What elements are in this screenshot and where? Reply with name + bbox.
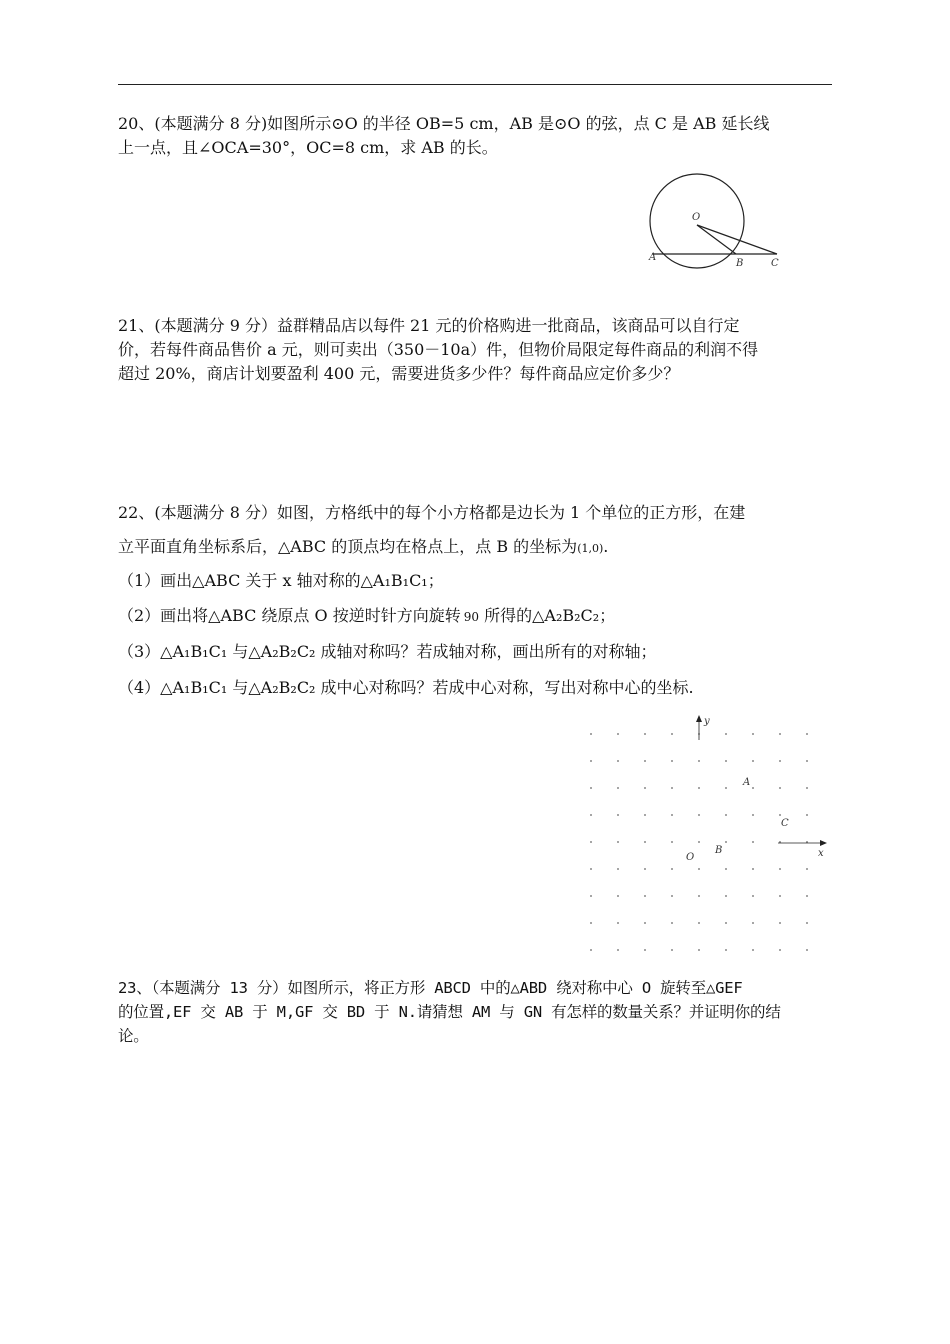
circle-figure (640, 172, 790, 272)
grid-dot (698, 868, 700, 870)
grid-dot (617, 895, 619, 897)
grid-dot (725, 922, 727, 924)
grid-dot (806, 868, 808, 870)
label-a-vertex: A (743, 777, 751, 788)
grid-dot (644, 868, 646, 870)
segment-oc (697, 225, 777, 254)
grid-dot (590, 841, 592, 843)
label-x: x (818, 848, 824, 859)
question-21-line-1: 21、(本题满分 9 分）益群精品店以每件 21 元的价格购进一批商品，该商品可以自行定 (118, 316, 740, 335)
grid-dot (725, 868, 727, 870)
grid-dot (752, 787, 754, 789)
grid-dot (671, 841, 673, 843)
question-20-line-1: 20、(本题满分 8 分)如图所示⊙O 的半径 OB=5 cm，AB 是⊙O 的弦，点 C 是 AB 延长线 (118, 114, 770, 133)
label-o: O (692, 212, 701, 223)
question-22-part-4: （4）△A₁B₁C₁ 与△A₂B₂C₂ 成中心对称吗？若成中心对称，写出对称中心的坐标. (118, 678, 694, 697)
grid-dot (617, 733, 619, 735)
grid-dot (671, 814, 673, 816)
grid-dot (752, 733, 754, 735)
grid-dot (779, 949, 781, 951)
grid-dot (671, 868, 673, 870)
grid-dot (779, 868, 781, 870)
grid-dot (725, 787, 727, 789)
grid-dot (752, 895, 754, 897)
grid-dot (752, 841, 754, 843)
label-origin: O (686, 852, 695, 863)
label-b: B (736, 258, 744, 269)
grid-dot (617, 841, 619, 843)
grid-dot (752, 868, 754, 870)
grid-dot (644, 922, 646, 924)
question-21 (118, 314, 832, 386)
grid-dot (617, 922, 619, 924)
grid-dot (617, 814, 619, 816)
grid-dot (725, 895, 727, 897)
grid-dot (806, 922, 808, 924)
grid-dot (806, 895, 808, 897)
grid-dot (779, 895, 781, 897)
grid-dot (752, 949, 754, 951)
question-23 (118, 976, 832, 1048)
grid-dot (779, 922, 781, 924)
grid-dot (779, 787, 781, 789)
grid-dot (671, 760, 673, 762)
grid-dot (590, 922, 592, 924)
grid-dot (617, 787, 619, 789)
label-b-vertex: B (715, 845, 723, 856)
grid-dot (725, 841, 727, 843)
y-axis-arrow (696, 715, 702, 722)
label-y: y (704, 716, 710, 727)
grid-dot (590, 733, 592, 735)
grid-dot (671, 922, 673, 924)
coordinate-b: (1,0) (577, 542, 604, 555)
grid-dot (752, 922, 754, 924)
question-22-part-3: （3）△A₁B₁C₁ 与△A₂B₂C₂ 成轴对称吗？若成轴对称，画出所有的对称轴； (118, 642, 657, 661)
question-22-line-2-end: . (603, 537, 609, 556)
grid-dots (590, 733, 808, 951)
grid-dot (590, 868, 592, 870)
grid-dot (590, 895, 592, 897)
grid-dot (698, 814, 700, 816)
grid-dot (779, 760, 781, 762)
question-21-line-2: 价，若每件商品售价 a 元，则可卖出（350－10a）件，但物价局限定每件商品的利润不得 (118, 340, 759, 359)
grid-dot (671, 895, 673, 897)
grid-dot (617, 949, 619, 951)
question-22-part-2-end: 所得的△A₂B₂C₂； (479, 606, 616, 625)
grid-dot (698, 787, 700, 789)
grid-dot (590, 949, 592, 951)
grid-dot (806, 733, 808, 735)
x-axis-arrow (820, 840, 827, 846)
grid-dot (698, 949, 700, 951)
grid-dot (590, 787, 592, 789)
question-23-line-3: 论。 (118, 1027, 149, 1045)
grid-dot (698, 895, 700, 897)
grid-dot (590, 814, 592, 816)
grid-dot (725, 949, 727, 951)
question-22-line-1: 22、(本题满分 8 分）如图，方格纸中的每个小方格都是边长为 1 个单位的正方形，在建 (118, 503, 746, 522)
question-22-line-2 (118, 530, 832, 566)
grid-dot (671, 949, 673, 951)
coordinate-grid-figure (580, 712, 830, 957)
grid-dot (806, 814, 808, 816)
question-22 (118, 496, 832, 566)
rotation-angle: 90 (463, 610, 479, 624)
top-rule (118, 84, 832, 85)
grid-dot (698, 922, 700, 924)
grid-dot (698, 760, 700, 762)
grid-dot (590, 760, 592, 762)
question-20 (118, 112, 832, 160)
grid-dot (644, 787, 646, 789)
grid-dot (644, 814, 646, 816)
question-21-line-3: 超过 20%，商店计划要盈利 400 元，需要进货多少件？每件商品应定价多少？ (118, 364, 680, 383)
grid-dot (617, 760, 619, 762)
question-22-part-2 (118, 604, 615, 629)
grid-dot (671, 787, 673, 789)
question-23-line-1: 23、（本题满分 13 分）如图所示，将正方形 ABCD 中的△ABD 绕对称中心 O 旋转至△GEF (118, 979, 743, 997)
grid-dot (752, 814, 754, 816)
grid-dot (752, 760, 754, 762)
grid-dot (806, 787, 808, 789)
label-c: C (771, 258, 779, 269)
label-a: A (649, 252, 657, 263)
grid-dot (806, 949, 808, 951)
grid-dot (644, 733, 646, 735)
question-22-part-2-text: （2）画出将△ABC 绕原点 O 按逆时针方向旋转 (118, 606, 461, 625)
grid-dot (806, 760, 808, 762)
grid-dot (617, 868, 619, 870)
grid-dot (725, 733, 727, 735)
grid-dot (644, 949, 646, 951)
question-22-line-2-text: 立平面直角坐标系后，△ABC 的顶点均在格点上，点 B 的坐标为 (118, 537, 578, 556)
grid-dot (644, 895, 646, 897)
grid-dot (779, 814, 781, 816)
grid-dot (644, 841, 646, 843)
question-20-line-2: 上一点，且∠OCA=30°，OC=8 cm，求 AB 的长。 (118, 138, 498, 157)
grid-dot (671, 733, 673, 735)
question-23-line-2: 的位置,EF 交 AB 于 M,GF 交 BD 于 N.请猜想 AM 与 GN 有怎样的数量关系？并证明你的结 (118, 1003, 781, 1021)
label-c-vertex: C (781, 818, 789, 829)
grid-dot (644, 760, 646, 762)
grid-dot (779, 733, 781, 735)
grid-dot (725, 814, 727, 816)
grid-dot (725, 760, 727, 762)
segment-ob (697, 225, 736, 254)
question-22-part-1: （1）画出△ABC 关于 x 轴对称的△A₁B₁C₁； (118, 571, 444, 590)
grid-dot (698, 841, 700, 843)
